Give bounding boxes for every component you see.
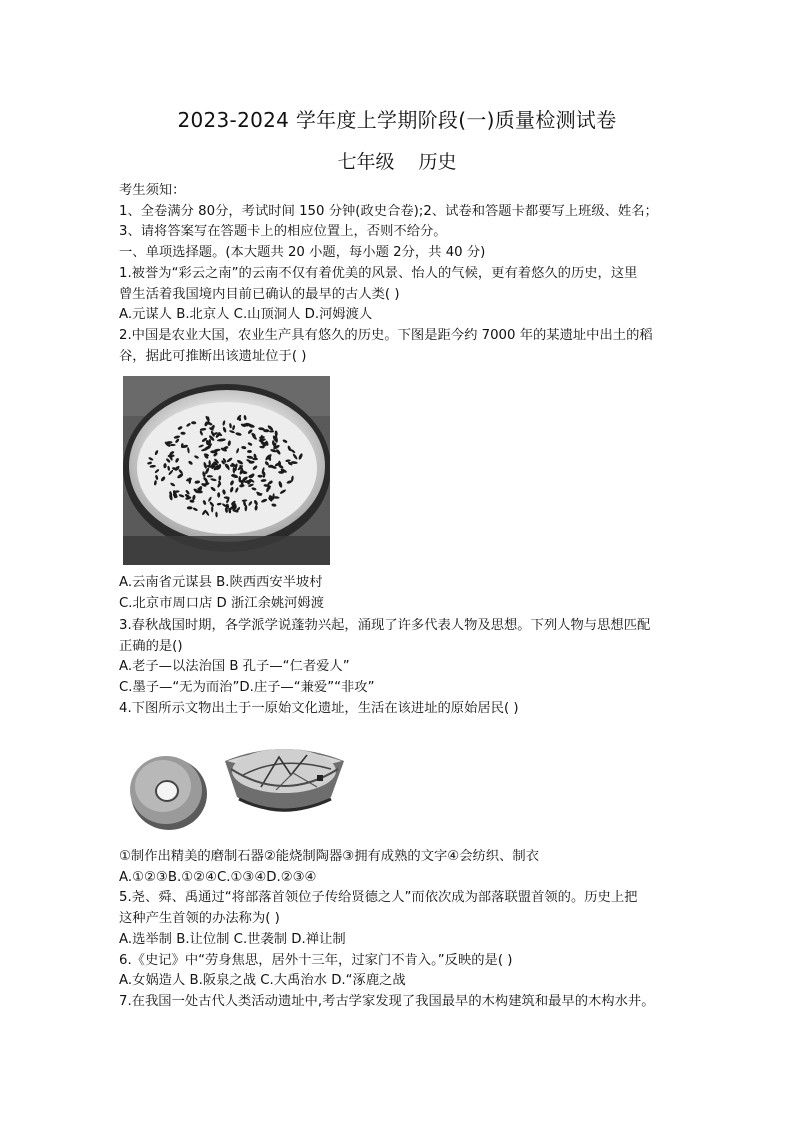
- q4-items: ①制作出精美的磨制石器②能烧制陶器③拥有成熟的文字④会纺织、制衣: [119, 849, 539, 864]
- q2-stem-line-1: 2.中国是农业大国，农业生产具有悠久的历史。下图是距今约 7000 年的某遗址中出土的稻: [119, 328, 653, 343]
- q3-options-1: A.老子—以法治国 B 孔子—“仁者爱人”: [119, 659, 350, 674]
- subject-label: 历史: [418, 151, 457, 173]
- q1-stem-line-2: 曾生活着我国境内目前已确认的最早的古人类( ): [119, 287, 400, 302]
- rice-grains-photo: [123, 376, 330, 565]
- q1-stem-line-1: 1.被誉为“彩云之南”的云南不仅有着优美的风景、怡人的气候，更有着悠久的历史，这里: [119, 266, 638, 281]
- q2-options-2: C.北京市周口店 D 浙江余姚河姆渡: [119, 596, 325, 611]
- stone-ring-photo: [119, 740, 219, 836]
- q4-options: A.①②③B.①②④C.①③④D.②③④: [119, 870, 317, 885]
- q1-options: A.元谋人 B.北京人 C.山顶洞人 D.河姆渡人: [119, 307, 373, 322]
- q3-stem-line-2: 正确的是(): [119, 639, 183, 654]
- q5-stem-line-1: 5.尧、舜、禹通过“将部落首领位子传给贤德之人”而依次成为部落联盟首领的。历史上把: [119, 890, 638, 905]
- q5-options: A.选举制 B.让位制 C.世袭制 D.禅让制: [119, 932, 346, 947]
- q3-stem-line-1: 3.春秋战国时期，各学派学说蓬勃兴起，涌现了许多代表人物及思想。下列人物与思想匹配: [119, 618, 651, 633]
- exam-title: 2023-2024 学年度上学期阶段(一)质量检测试卷: [177, 108, 617, 132]
- q4-stem: 4.下图所示文物出土于一原始文化遗址，生活在该进址的原始居民( ): [119, 701, 519, 716]
- q7-stem-line-1: 7.在我国一处古代人类活动遗址中,考古学家发现了我国最早的木构建筑和最早的木构水井。: [119, 994, 655, 1009]
- rice-grain: [211, 506, 213, 512]
- q6-stem: 6.《史记》中“劳身焦思，居外十三年，过家门不肯入。”反映的是( ): [119, 953, 513, 968]
- q6-options: A.女娲造人 B.阪泉之战 C.大禹治水 D.“涿鹿之战: [119, 973, 406, 988]
- q2-options-1: A.云南省元谋县 B.陕西西安半坡村: [119, 575, 323, 590]
- notice-line-2: 3、请将答案写在答题卡上的相应位置上，否则不给分。: [119, 224, 447, 239]
- exam-subtitle: [0, 147, 794, 174]
- rice-grain: [170, 444, 176, 446]
- rice-grain: [187, 506, 193, 509]
- notice-heading: 考生须知：: [119, 183, 186, 198]
- notice-line-1: 1、全卷满分 80分，考试时间 150 分钟(政史合卷);2、试卷和答题卡都要写上班级、姓名；: [119, 204, 658, 219]
- pottery-bowl-photo: [221, 735, 348, 823]
- q5-stem-line-2: 这种产生首领的办法称为( ): [119, 911, 280, 926]
- q2-stem-line-2: 谷，据此可推断出该遗址位于( ): [119, 349, 307, 364]
- grade-label: 七年级: [337, 151, 395, 173]
- q3-options-2: C.墨子—“无为而治”D.庄子—“兼爱”“非攻”: [119, 680, 375, 695]
- section-heading: 一、单项选择题。(本大题共 20 小题，每小题 2分，共 40 分): [119, 245, 486, 260]
- rice-grain: [210, 450, 217, 453]
